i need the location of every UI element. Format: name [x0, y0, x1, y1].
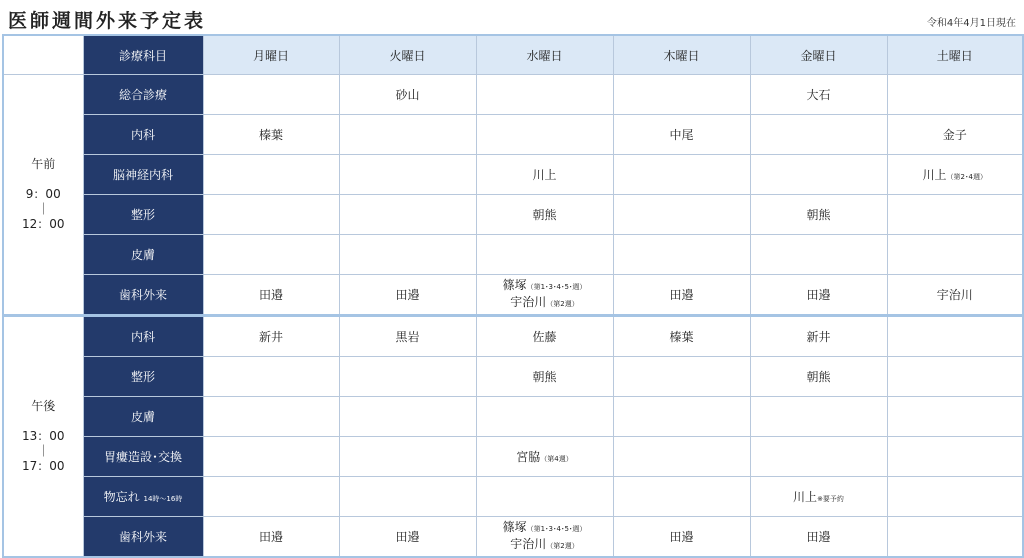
dept-time-note: 14時～16時 [143, 495, 183, 503]
as-of-date: 令和4年4月1日現在 [926, 18, 1016, 29]
day-header-wed: 水曜日 [476, 35, 613, 75]
schedule-cell [476, 517, 613, 558]
schedule-cell [613, 397, 750, 437]
schedule-cell: 榛葉 [613, 316, 750, 357]
schedule-cell [613, 477, 750, 517]
dept-label: 胃瘻造設･交換 [83, 437, 203, 477]
schedule-cell [887, 477, 1023, 517]
schedule-note: （第4週） [540, 455, 573, 463]
schedule-table [2, 34, 1024, 558]
schedule-cell: 砂山 [339, 75, 476, 115]
schedule-cell [339, 155, 476, 195]
dept-label: 内科 [83, 115, 203, 155]
schedule-cell: 大石 [750, 75, 887, 115]
schedule-cell: 田邉 [750, 275, 887, 316]
dept-label [83, 477, 203, 517]
schedule-cell [887, 155, 1023, 195]
doctor-name: 篠塚 [502, 519, 527, 534]
schedule-cell [887, 437, 1023, 477]
period-start: 13：00 [21, 429, 65, 443]
day-header-tue: 火曜日 [339, 35, 476, 75]
header-row [3, 35, 1023, 75]
schedule-cell [203, 437, 339, 477]
schedule-cell [339, 357, 476, 397]
period-dash: ｜ [37, 444, 50, 458]
schedule-cell [476, 477, 613, 517]
dept-label: 整形 [83, 357, 203, 397]
schedule-cell: 田邉 [613, 517, 750, 558]
period-afternoon [3, 316, 83, 558]
schedule-cell [750, 155, 887, 195]
schedule-cell: 朝熊 [476, 357, 613, 397]
table-row [3, 477, 1023, 517]
dept-header: 診療科目 [83, 35, 203, 75]
table-row [3, 155, 1023, 195]
schedule-cell [613, 437, 750, 477]
dept-label: 皮膚 [83, 235, 203, 275]
schedule-cell: 宇治川 [887, 275, 1023, 316]
doctor-name: 宇治川 [510, 294, 547, 309]
schedule-cell [613, 357, 750, 397]
schedule-note: （第1･3･4･5･週） [526, 524, 587, 533]
corner-cell [3, 35, 83, 75]
schedule-cell [339, 477, 476, 517]
schedule-cell: 新井 [203, 316, 339, 357]
schedule-cell [203, 477, 339, 517]
schedule-cell: 田邉 [339, 275, 476, 316]
schedule-note: ※要予約 [817, 495, 844, 503]
schedule-cell [887, 195, 1023, 235]
table-row [3, 437, 1023, 477]
schedule-cell [203, 235, 339, 275]
schedule-note: （第2週） [546, 541, 579, 550]
period-start: 9：00 [25, 187, 61, 201]
schedule-cell [887, 235, 1023, 275]
schedule-cell: 田邉 [203, 517, 339, 558]
schedule-cell [203, 155, 339, 195]
schedule-cell [476, 437, 613, 477]
schedule-cell [750, 437, 887, 477]
dept-label: 歯科外来 [83, 517, 203, 558]
period-dash: ｜ [37, 202, 50, 216]
schedule-cell [476, 275, 613, 316]
schedule-note: （第2･4週） [946, 173, 987, 181]
schedule-cell [887, 75, 1023, 115]
doctor-name: 宮脇 [516, 450, 541, 464]
table-row [3, 275, 1023, 316]
schedule-cell [339, 437, 476, 477]
schedule-cell: 朝熊 [750, 195, 887, 235]
schedule-note: （第2週） [546, 299, 579, 308]
doctor-name: 川上 [922, 168, 947, 182]
schedule-cell [887, 397, 1023, 437]
day-header-mon: 月曜日 [203, 35, 339, 75]
dept-label: 総合診療 [83, 75, 203, 115]
schedule-cell: 朝熊 [476, 195, 613, 235]
schedule-cell [887, 316, 1023, 357]
doctor-name: 篠塚 [502, 277, 527, 292]
period-end: 17：00 [21, 459, 65, 473]
day-header-fri: 金曜日 [750, 35, 887, 75]
period-end: 12：00 [21, 217, 65, 231]
schedule-cell: 佐藤 [476, 316, 613, 357]
table-row [3, 75, 1023, 115]
day-header-sat: 土曜日 [887, 35, 1023, 75]
table-row [3, 357, 1023, 397]
schedule-cell: 中尾 [613, 115, 750, 155]
schedule-cell [203, 397, 339, 437]
doctor-name: 宇治川 [510, 536, 547, 551]
schedule-cell [613, 195, 750, 235]
period-name: 午後 [31, 399, 56, 413]
schedule-cell: 黒岩 [339, 316, 476, 357]
schedule-cell [750, 477, 887, 517]
schedule-cell: 田邉 [339, 517, 476, 558]
schedule-cell [339, 195, 476, 235]
schedule-cell [750, 235, 887, 275]
schedule-cell [887, 517, 1023, 558]
schedule-cell [339, 235, 476, 275]
schedule-cell: 金子 [887, 115, 1023, 155]
table-row [3, 397, 1023, 437]
day-header-thu: 木曜日 [613, 35, 750, 75]
schedule-cell [750, 115, 887, 155]
table-row [3, 517, 1023, 558]
page-title: 医師週間外来予定表 [8, 10, 207, 32]
schedule-cell: 朝熊 [750, 357, 887, 397]
table-row [3, 195, 1023, 235]
period-morning [3, 75, 83, 316]
schedule-cell [203, 195, 339, 235]
table-row [3, 115, 1023, 155]
dept-name: 物忘れ [103, 490, 140, 504]
schedule-cell: 田邉 [203, 275, 339, 316]
period-name: 午前 [31, 157, 56, 171]
schedule-cell [476, 235, 613, 275]
dept-label: 脳神経内科 [83, 155, 203, 195]
table-row [3, 316, 1023, 357]
schedule-cell: 新井 [750, 316, 887, 357]
dept-label: 内科 [83, 316, 203, 357]
schedule-cell [613, 155, 750, 195]
schedule-cell [613, 235, 750, 275]
dept-label: 皮膚 [83, 397, 203, 437]
schedule-cell [476, 397, 613, 437]
dept-label: 整形 [83, 195, 203, 235]
schedule-cell [476, 115, 613, 155]
schedule-cell [203, 75, 339, 115]
schedule-cell: 田邉 [750, 517, 887, 558]
schedule-cell [887, 357, 1023, 397]
schedule-cell: 榛葉 [203, 115, 339, 155]
schedule-cell [613, 75, 750, 115]
schedule-cell [203, 357, 339, 397]
schedule-cell: 田邉 [613, 275, 750, 316]
schedule-cell [339, 115, 476, 155]
schedule-cell [750, 397, 887, 437]
schedule-note: （第1･3･4･5･週） [526, 282, 587, 291]
schedule-cell [476, 75, 613, 115]
schedule-cell: 川上 [476, 155, 613, 195]
table-row [3, 235, 1023, 275]
doctor-name: 川上 [793, 490, 818, 504]
dept-label: 歯科外来 [83, 275, 203, 316]
schedule-cell [339, 397, 476, 437]
